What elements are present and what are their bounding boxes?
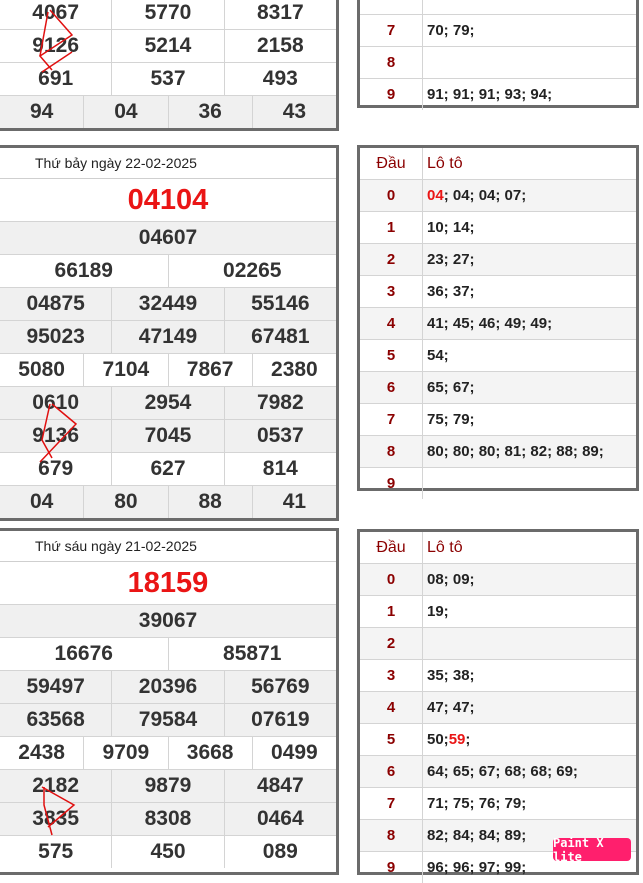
loto-header-lo: Lô tô [427, 154, 463, 172]
prize-number: 3668 [168, 737, 252, 769]
prize-number: 7867 [168, 354, 252, 386]
loto-row [360, 404, 636, 436]
prize-number: 2954 [111, 387, 223, 419]
loto-row [360, 692, 636, 724]
prize-number: 0610 [32, 391, 80, 414]
prize-number: 5770 [111, 0, 223, 29]
prize-row [0, 453, 336, 486]
loto-head: 8 [360, 47, 423, 78]
loto-head: 2 [360, 628, 423, 659]
prize-number: 20396 [111, 671, 223, 703]
prize-number: 2438 [18, 741, 65, 764]
loto-head: 5 [360, 340, 423, 371]
prize-number: 8308 [111, 803, 223, 835]
loto-head: 9 [360, 79, 423, 110]
loto-head: 4 [360, 308, 423, 339]
prize-number: 089 [224, 836, 336, 868]
prize-row [0, 30, 336, 63]
prize-number: 32449 [111, 288, 223, 320]
results-table-21-02 [0, 528, 339, 875]
loto-row [360, 564, 636, 596]
loto-head: 3 [360, 276, 423, 307]
prize-number: 04 [29, 490, 54, 513]
prize-row [0, 354, 336, 387]
loto-head: 1 [360, 596, 423, 627]
loto-values: 70; 79; [427, 22, 475, 39]
loto-head: 0 [360, 564, 423, 595]
loto-head: 7 [360, 15, 423, 46]
loto-values: 10; 14; [427, 219, 475, 236]
loto-values: 36; 37; [427, 283, 475, 300]
prize-row [0, 63, 336, 96]
prize-number: 0464 [224, 803, 336, 835]
loto-row [360, 756, 636, 788]
prize-number: 691 [38, 67, 74, 90]
loto-head: 1 [360, 212, 423, 243]
prize-number: 56769 [224, 671, 336, 703]
prize-row [0, 420, 336, 453]
prize-number: 80 [83, 486, 167, 518]
prize-number: 679 [38, 457, 74, 480]
loto-table-21-02 [357, 529, 639, 875]
loto-row [360, 468, 636, 499]
prize-number: 7982 [224, 387, 336, 419]
prize-number: 9709 [83, 737, 167, 769]
prize-number: 3835 [32, 807, 80, 830]
loto-row [360, 47, 636, 79]
prize-number: 575 [38, 840, 74, 863]
prize-number: 0499 [252, 737, 336, 769]
prize-number: 47149 [111, 321, 223, 353]
loto-values [423, 628, 636, 659]
loto-head: 6 [360, 756, 423, 787]
prize-row [0, 96, 336, 128]
loto-header-dau: Đầu [360, 148, 423, 179]
loto-row [360, 660, 636, 692]
loto-values: 50; 59 ; [427, 731, 471, 748]
loto-row [360, 724, 636, 756]
prize-number: 04 [83, 96, 167, 128]
results-date-title: Thứ bảy ngày 22-02-2025 [0, 148, 336, 179]
prize-number: 9879 [111, 770, 223, 802]
prize-number: 5080 [18, 358, 65, 381]
loto-values: 75; 79; [427, 411, 475, 428]
prize-row [0, 737, 336, 770]
prize-number: 43 [252, 96, 336, 128]
loto-head: 8 [360, 436, 423, 467]
loto-values: 04 ; 04; 04; 07; [427, 187, 527, 204]
loto-values: 80; 80; 80; 81; 82; 88; 89; [427, 443, 604, 460]
loto-head: 5 [360, 724, 423, 755]
loto-row [360, 436, 636, 468]
prize-number: 02265 [168, 255, 337, 287]
prize-number: 9126 [32, 34, 80, 57]
prize-number: 627 [111, 453, 223, 485]
loto-values: 91; 91; 91; 93; 94; [427, 86, 553, 103]
prize-row [0, 222, 336, 255]
prize-number: 85871 [168, 638, 337, 670]
loto-values [423, 47, 636, 78]
prize-number: 450 [111, 836, 223, 868]
prize-number: 59497 [26, 675, 85, 698]
prize-number: 79584 [111, 704, 223, 736]
results-table-22-02 [0, 145, 339, 521]
loto-values: 64; 65; 67; 68; 68; 69; [427, 763, 578, 780]
loto-header [360, 532, 636, 564]
prize-number: 04607 [138, 226, 198, 249]
loto-head: 9 [360, 468, 423, 499]
prize-number: 9136 [32, 424, 80, 447]
loto-values: 23; 27; [427, 251, 475, 268]
loto-row [360, 372, 636, 404]
prize-number: 4847 [224, 770, 336, 802]
loto-values: 82; 84; 84; 89; [427, 827, 527, 844]
loto-table-prev [357, 0, 639, 108]
prize-number: 41 [252, 486, 336, 518]
prize-number: 94 [29, 100, 54, 123]
loto-head: 8 [360, 820, 423, 851]
prize-number: 55146 [224, 288, 336, 320]
loto-table-22-02 [357, 145, 639, 491]
prize-row [0, 638, 336, 671]
prize-number: 07619 [224, 704, 336, 736]
prize-number: 8317 [224, 0, 336, 29]
loto-row [360, 596, 636, 628]
prize-row [0, 836, 336, 868]
prize-number: 493 [224, 63, 336, 95]
prize-number: 2158 [224, 30, 336, 62]
loto-row [360, 79, 636, 110]
results-date-title: Thứ sáu ngày 21-02-2025 [0, 531, 336, 562]
prize-row [0, 387, 336, 420]
loto-head: 7 [360, 788, 423, 819]
loto-header-lo: Lô tô [427, 538, 463, 556]
loto-row [360, 628, 636, 660]
loto-row [360, 788, 636, 820]
loto-header-dau: Đầu [360, 532, 423, 563]
paint-x-lite-badge: Paint X lite [553, 838, 631, 861]
prize-number: 4067 [32, 0, 80, 24]
prize-number: 16676 [54, 642, 113, 665]
prize-number: 04875 [26, 292, 85, 315]
prize-row [0, 770, 336, 803]
prize-number: 63568 [26, 708, 85, 731]
loto-values [423, 468, 636, 499]
loto-values: 96; 96; 97; 99; [427, 859, 527, 876]
loto-values: 08; 09; [427, 571, 475, 588]
prize-number: 2380 [252, 354, 336, 386]
prize-number: 2182 [32, 774, 80, 797]
loto-row [360, 340, 636, 372]
special-prize: 04104 [127, 183, 209, 216]
prize-row [0, 803, 336, 836]
prize-row [0, 704, 336, 737]
special-prize: 18159 [127, 566, 209, 599]
loto-head: 0 [360, 180, 423, 211]
prize-number: 537 [111, 63, 223, 95]
loto-head: 9 [360, 852, 423, 883]
prize-number: 7045 [111, 420, 223, 452]
prize-number: 36 [168, 96, 252, 128]
loto-head: 3 [360, 660, 423, 691]
prize-number: 5214 [111, 30, 223, 62]
prize-number: 814 [224, 453, 336, 485]
prize-number: 88 [168, 486, 252, 518]
loto-row [360, 15, 636, 47]
prize-row [0, 321, 336, 354]
results-table-prev [0, 0, 339, 131]
special-prize-row [0, 179, 336, 222]
prize-row [0, 486, 336, 518]
loto-row [360, 180, 636, 212]
prize-row [0, 0, 336, 30]
loto-values: 41; 45; 46; 49; 49; [427, 315, 553, 332]
prize-number: 95023 [26, 325, 85, 348]
loto-row [360, 244, 636, 276]
loto-row [360, 0, 636, 15]
special-prize-row [0, 562, 336, 605]
prize-number: 66189 [54, 259, 113, 282]
loto-header [360, 148, 636, 180]
loto-head: 6 [360, 372, 423, 403]
loto-values: 47; 47; [427, 699, 475, 716]
prize-row [0, 605, 336, 638]
prize-row [0, 255, 336, 288]
loto-head: 4 [360, 692, 423, 723]
loto-values: 35; 38; [427, 667, 475, 684]
loto-values: 65; 67; [427, 379, 475, 396]
prize-row [0, 288, 336, 321]
loto-values: 71; 75; 76; 79; [427, 795, 527, 812]
loto-values: 54; [427, 347, 449, 364]
loto-row [360, 308, 636, 340]
prize-row [0, 671, 336, 704]
prize-number: 7104 [83, 354, 167, 386]
loto-head: 2 [360, 244, 423, 275]
prize-number: 0537 [224, 420, 336, 452]
loto-row [360, 212, 636, 244]
prize-number: 39067 [138, 609, 198, 632]
loto-row [360, 276, 636, 308]
loto-head: 7 [360, 404, 423, 435]
prize-number: 67481 [224, 321, 336, 353]
loto-values: 19; [427, 603, 449, 620]
